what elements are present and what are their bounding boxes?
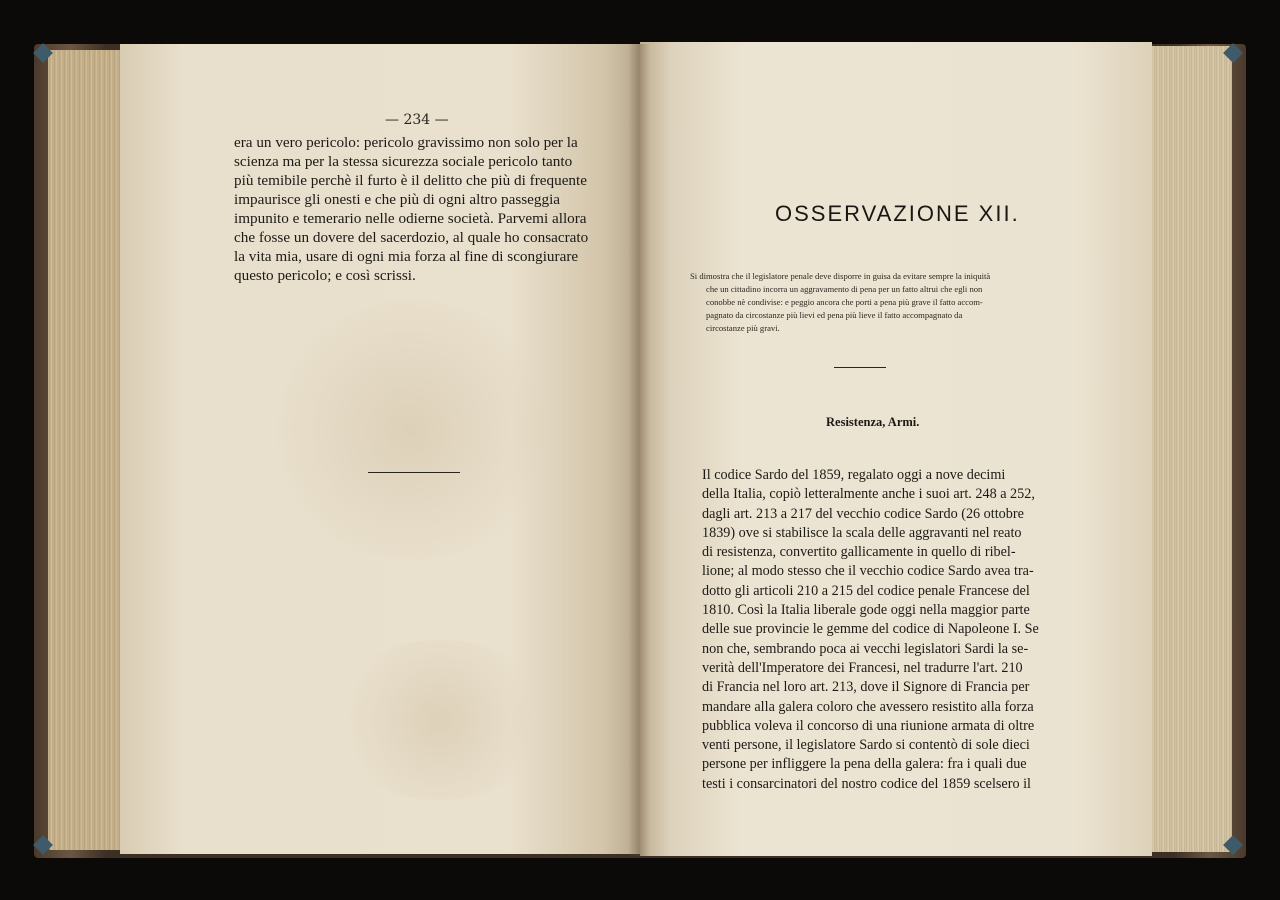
summary-line: circostanze più gravi. (706, 323, 780, 333)
text-line: non che, sembrando poca ai vecchi legislatori Sardi la se- (702, 640, 1029, 657)
text-line: di Francia nel loro art. 213, dove il Signore di Francia per (702, 679, 1030, 696)
text-line: questo pericolo; e così scrissi. (234, 267, 416, 284)
summary-line: conobbe nè condivise: e peggio ancora che porti a pena più grave il fatto accom- (706, 297, 983, 307)
page-stain (330, 640, 550, 800)
section-divider (834, 367, 886, 368)
text-line: scienza ma per la stessa sicurezza sociale pericolo tanto (234, 153, 573, 170)
book-gutter (628, 44, 650, 856)
text-line: pubblica voleva il concorso di una riunione armata di oltre (702, 717, 1035, 734)
left-page-text (234, 133, 590, 285)
text-line: persone per infliggere la pena della galera: fra i quali due (702, 756, 1027, 773)
right-page-text (702, 466, 1044, 794)
text-line: che fosse un dovere del sacerdozio, al quale ho consacrato (234, 229, 589, 246)
text-line: era un vero pericolo: pericolo gravissimo non solo per la (234, 134, 578, 151)
text-line: mandare alla galera coloro che avessero resistito alla forza (702, 698, 1034, 715)
section-divider (368, 472, 460, 473)
text-line: venti persone, il legislatore Sardo si contentò di sole dieci (702, 737, 1030, 754)
text-line: Il codice Sardo del 1859, regalato oggi a nove decimi (702, 467, 1006, 483)
text-line: dagli art. 213 a 217 del vecchio codice Sardo (26 ottobre (702, 505, 1024, 522)
text-line: lione; al modo stesso che il vecchio codice Sardo avea tra- (702, 563, 1034, 580)
text-line: testi i consarcinatori del nostro codice del 1859 scelsero il (702, 775, 1031, 792)
text-line: impunito e temerario nelle odierne società. Parvemi allora (234, 210, 587, 227)
text-line: della Italia, copiò letteralmente anche i suoi art. 248 a 252, (702, 486, 1035, 503)
chapter-summary (690, 270, 1040, 335)
right-page-edges (1150, 46, 1232, 852)
chapter-heading: OSSERVAZIONE XII. (775, 201, 1020, 226)
text-line: la vita mia, usare di ogni mia forza al fine di scongiurare (234, 248, 579, 265)
text-line: più temibile perchè il furto è il delitto che più di frequente (234, 172, 587, 189)
text-line: 1810. Così la Italia liberale gode oggi nella maggior parte (702, 602, 1030, 619)
page-number: — 234 — (385, 112, 449, 128)
text-line: impaurisce gli onesti e che più di ogni altro passeggia (234, 191, 561, 208)
summary-line: pagnato da circostanze più lievi ed pena più lieve il fatto accompagnato da (706, 310, 963, 320)
summary-line: che un cittadino incorra un aggravamento di pena per un fatto altrui che egli non (706, 284, 983, 294)
text-line: di resistenza, convertito gallicamente in quello di ribel- (702, 544, 1016, 561)
text-line: verità dell'Imperatore dei Francesi, nel tradurre l'art. 210 (702, 659, 1023, 676)
summary-line: Si dimostra che il legislatore penale deve disporre in guisa da evitare sempre la iniquità (690, 271, 991, 281)
text-line: delle sue provincie le gemme del codice di Napoleone I. Se (702, 621, 1039, 638)
section-subheading: Resistenza, Armi. (826, 415, 920, 429)
text-line: 1839) ove si stabilisce la scala delle aggravanti nel reato (702, 524, 1022, 541)
page-stain (260, 300, 560, 560)
text-line: dotto gli articoli 210 a 215 del codice penale Francese del (702, 582, 1030, 599)
left-page-edges (48, 50, 128, 850)
